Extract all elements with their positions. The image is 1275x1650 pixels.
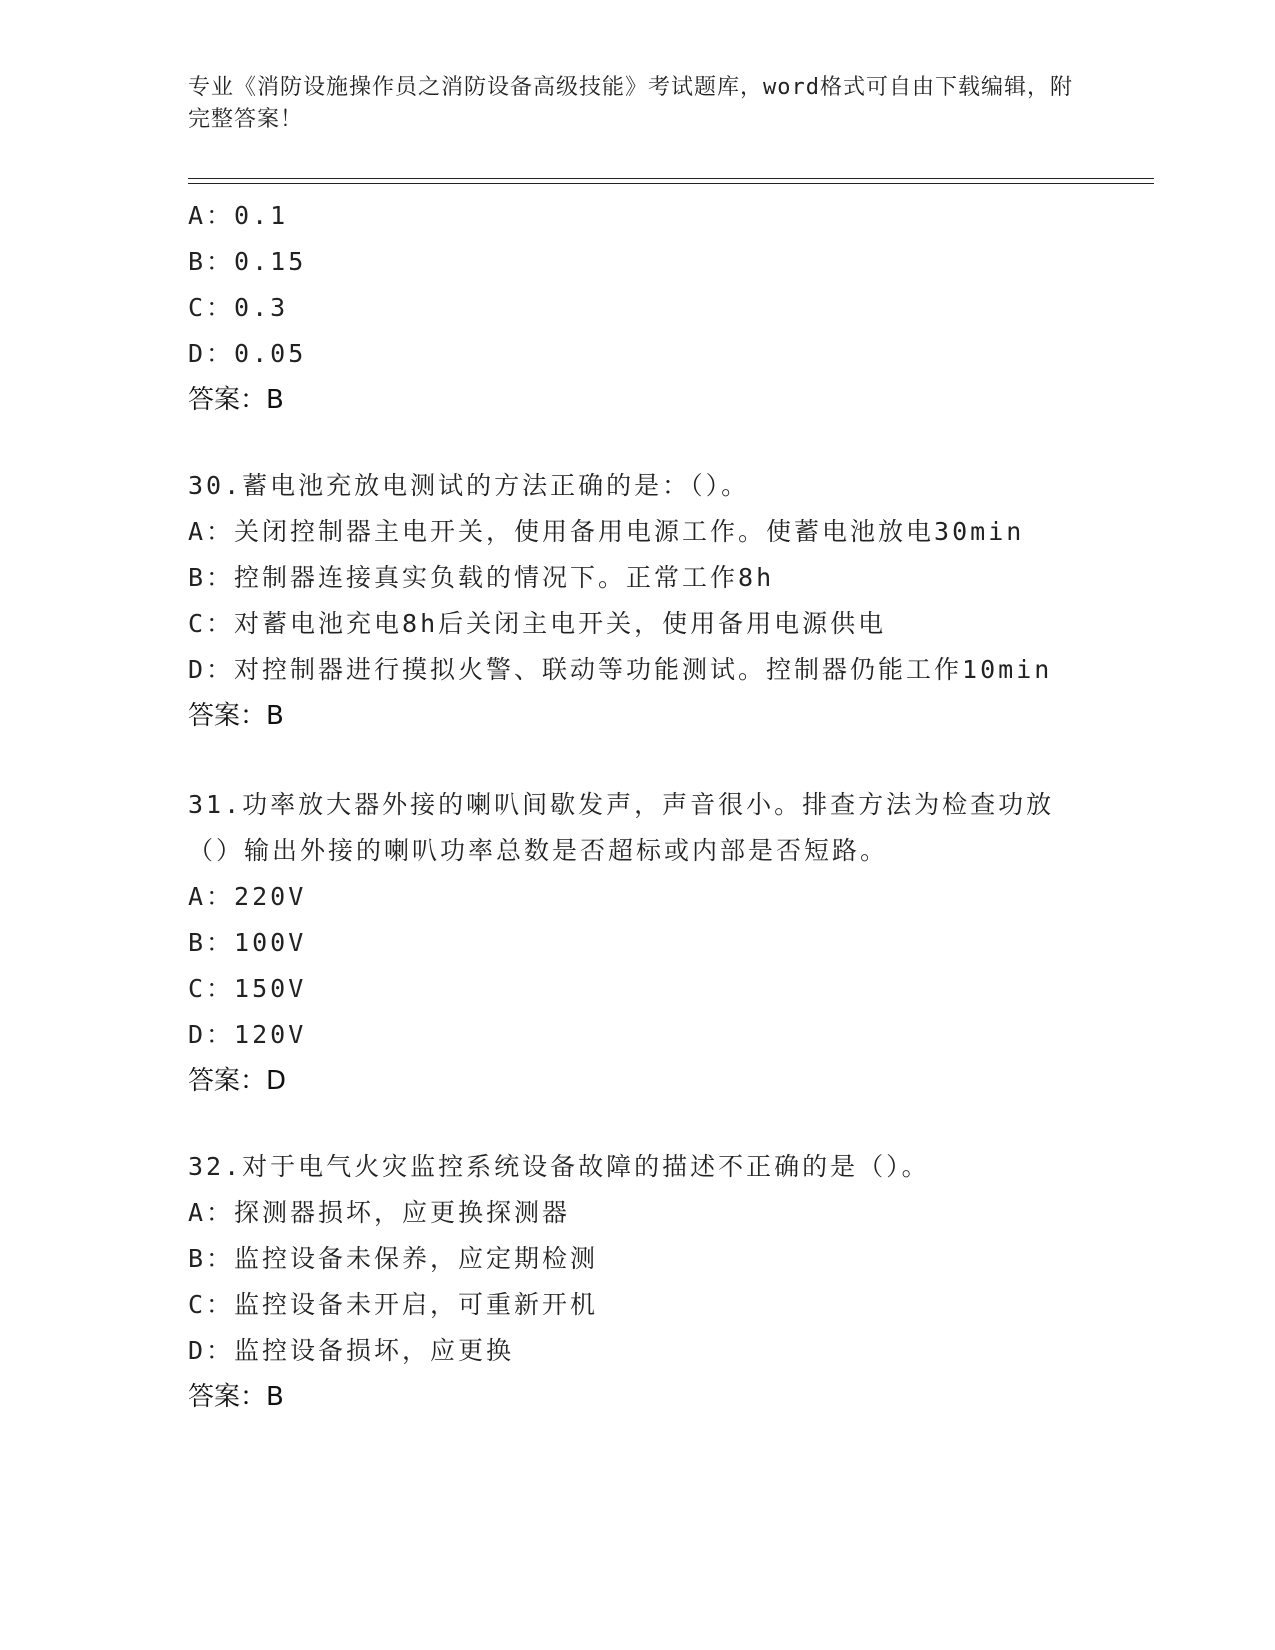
option-d: D：120V xyxy=(188,1020,307,1049)
option-c: C：0.3 xyxy=(188,293,289,322)
header-divider-top xyxy=(188,178,1154,179)
option-c: C：监控设备未开启，可重新开机 xyxy=(188,1290,599,1319)
answer-line: 答案：D xyxy=(188,1066,287,1096)
option-b: B：控制器连接真实负载的情况下。正常工作8h xyxy=(188,563,775,592)
option-d: D：0.05 xyxy=(188,339,307,368)
question-29-continued xyxy=(188,193,306,423)
option-c: C：对蓄电池充电8h后关闭主电开关，使用备用电源供电 xyxy=(188,609,887,638)
document-header: 专业《消防设施操作员之消防设备高级技能》考试题库，word格式可自由下载编辑，附完整答案！ xyxy=(188,75,1073,132)
option-a: A：关闭控制器主电开关，使用备用电源工作。使蓄电池放电30min xyxy=(188,517,1025,546)
option-b: B：100V xyxy=(188,928,307,957)
question-30 xyxy=(188,463,1088,739)
question-32 xyxy=(188,1144,1088,1420)
option-a: A：探测器损坏，应更换探测器 xyxy=(188,1198,571,1227)
header-divider-bottom xyxy=(188,183,1154,184)
answer-line: 答案：B xyxy=(188,385,284,415)
option-a: A：0.1 xyxy=(188,201,289,230)
option-c: C：150V xyxy=(188,974,307,1003)
option-b: B：0.15 xyxy=(188,247,307,276)
question-stem: 31.功率放大器外接的喇叭间歇发声，声音很小。排查方法为检查功放（）输出外接的喇叭功率总数是否超标或内部是否短路。 xyxy=(188,790,1055,865)
option-a: A：220V xyxy=(188,882,307,911)
option-b: B：监控设备未保养，应定期检测 xyxy=(188,1244,599,1273)
option-d: D：监控设备损坏，应更换 xyxy=(188,1336,515,1365)
question-stem: 30.蓄电池充放电测试的方法正确的是：（）。 xyxy=(188,471,750,500)
question-31 xyxy=(188,782,1088,1104)
question-stem: 32.对于电气火灾监控系统设备故障的描述不正确的是（）。 xyxy=(188,1152,930,1181)
answer-line: 答案：B xyxy=(188,701,284,731)
option-d: D：对控制器进行摸拟火警、联动等功能测试。控制器仍能工作10min xyxy=(188,655,1053,684)
answer-line: 答案：B xyxy=(188,1382,284,1412)
